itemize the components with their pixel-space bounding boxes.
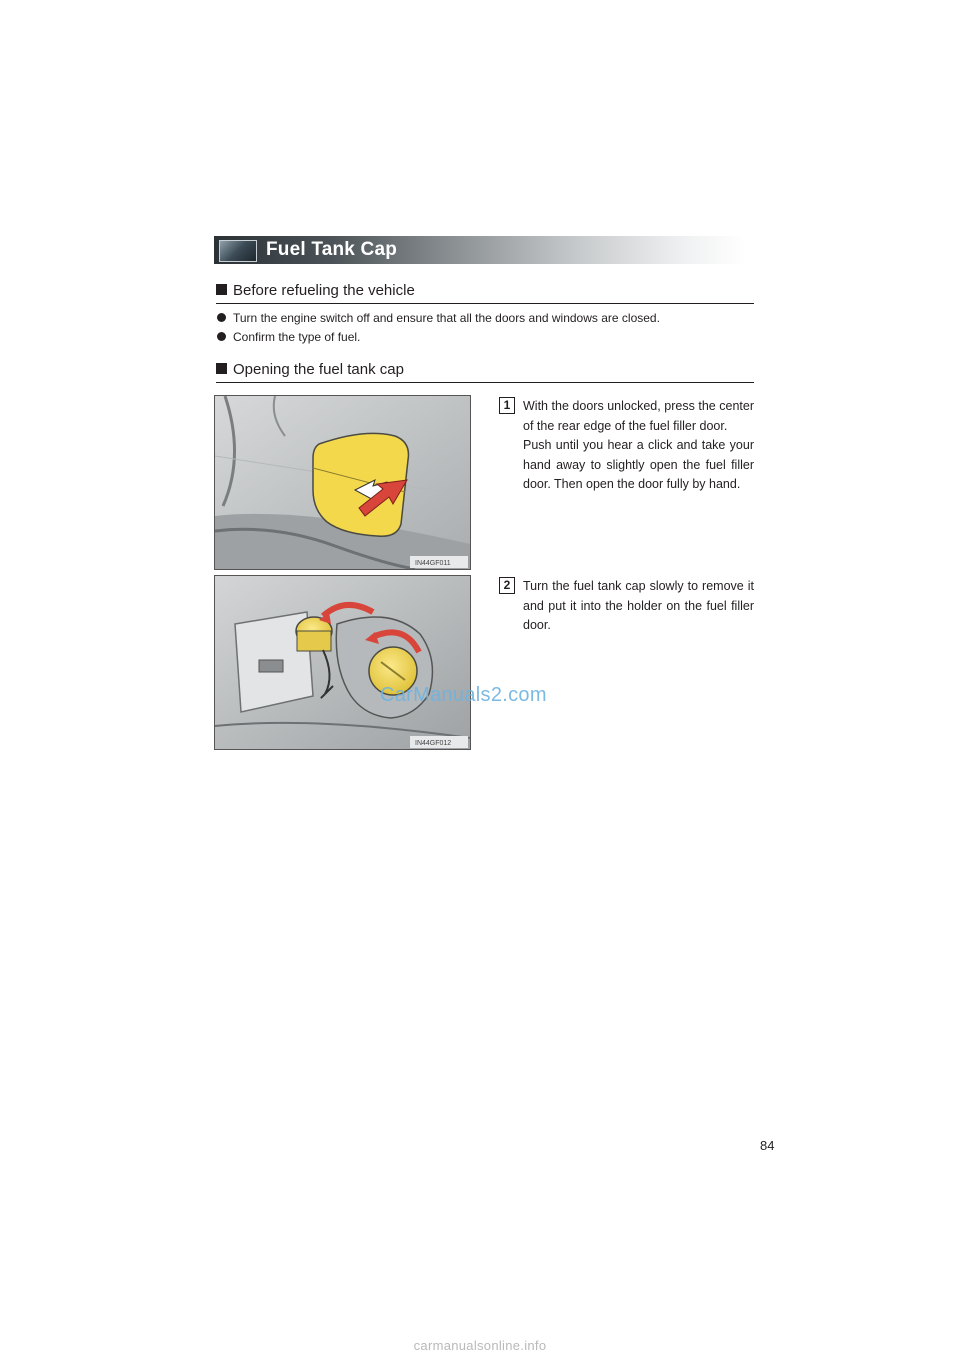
step-number-badge: 1 — [499, 397, 515, 414]
step-1-instructions — [523, 397, 754, 495]
page-number: 84 — [760, 1138, 775, 1153]
section-heading-opening-fuel-cap — [216, 360, 754, 383]
step-paragraph: With the doors unlocked, press the center of the rear edge of the fuel filler door. — [523, 399, 754, 433]
list-item-text: Confirm the type of fuel. — [233, 330, 361, 344]
figure-code: IN44GF012 — [415, 740, 452, 747]
figure-fuel-filler-door — [214, 395, 471, 570]
bullet-dot-icon — [217, 313, 226, 322]
page-title: Fuel Tank Cap — [266, 239, 398, 260]
step-number-badge: 2 — [499, 577, 515, 594]
step-paragraph: Push until you hear a click and take your hand away to slightly open the fuel filler door. Then open the door fully by hand. — [523, 438, 754, 491]
square-bullet-icon — [216, 363, 227, 374]
figure-code: IN44GF011 — [415, 560, 451, 567]
step-paragraph: Turn the fuel tank cap slowly to remove it and put it into the holder on the fuel filler door. — [523, 579, 754, 632]
section-heading-text: Before refueling the vehicle — [233, 282, 415, 299]
section-heading-text: Opening the fuel tank cap — [233, 361, 404, 378]
bullet-dot-icon — [217, 332, 226, 341]
list-item — [217, 310, 660, 326]
list-item — [217, 329, 360, 345]
figure-fuel-cap-removal — [214, 575, 471, 750]
footer-site-link[interactable]: carmanualsonline.info — [413, 1338, 547, 1353]
watermark-text: CarManuals2.com — [380, 684, 547, 706]
step-2-instructions — [523, 577, 754, 636]
fuel-door-illustration — [215, 396, 470, 569]
square-bullet-icon — [216, 284, 227, 295]
section-title-bar — [214, 236, 746, 264]
title-thumbnail — [219, 240, 257, 262]
section-heading-before-refueling — [216, 281, 754, 304]
list-item-text: Turn the engine switch off and ensure that all the doors and windows are closed. — [233, 311, 660, 325]
fuel-cap-illustration — [215, 576, 470, 749]
